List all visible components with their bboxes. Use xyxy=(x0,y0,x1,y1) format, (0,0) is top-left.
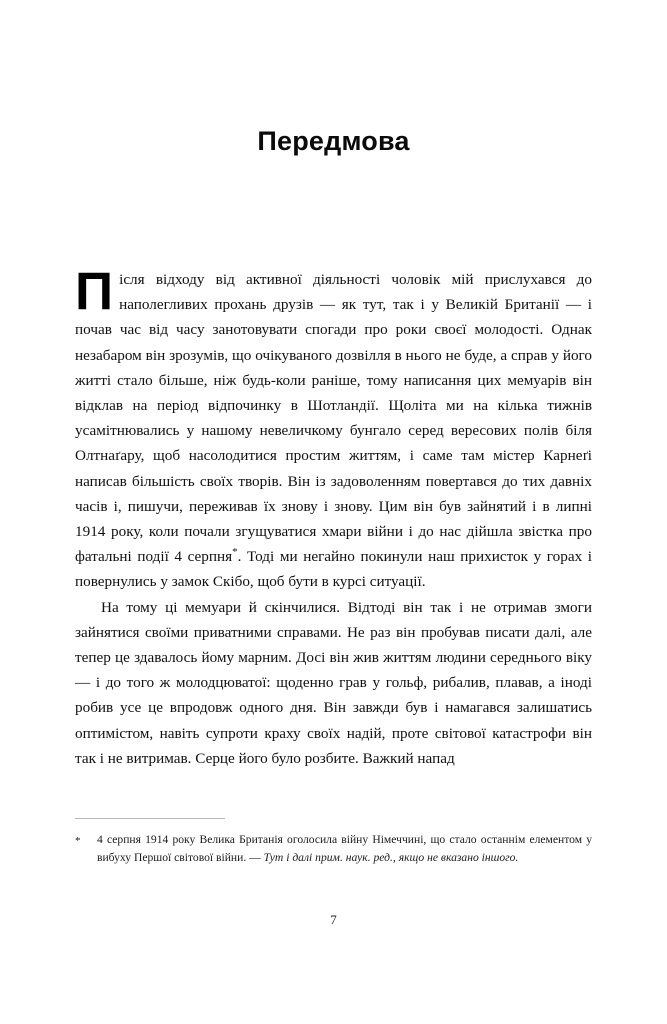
footnote-area xyxy=(75,818,592,866)
footnote-reference[interactable]: * xyxy=(232,546,238,559)
footnote-marker: * xyxy=(75,835,81,847)
footnote xyxy=(75,831,592,866)
paragraph-first-text: відходу від активної діяльності чоловік мій прислухався до наполегливих прохань друзів — як тут, так і у Великій Британії — і почав час від часу занотовувати спогади про роки своєї молодості. Однак незабаром він зрозумів, що очікуваного дозвілля в нього не буде, а справ у його житті стало більше, ніж будь-коли раніше, тому написання цих мемуарів він відклав на період відпочинку в Шотландії. Щоліта ми на кілька тижнів усамітнювались у нашому невеличкому бунгало серед вересових полів біля Олтнаґару, щоб насолодитися простим життям, і саме там містер Карнеґі написав більшість своїх творів. Він із задоволенням повертався до тих давніх часів і, пишучи, переживав їх знову і знову. Цим він був зайнятий і в липні 1914 року, коли почали згущуватися хмари війни і до нас дійшла звістка про фатальні події 4 серпня xyxy=(75,271,592,566)
page-number: 7 xyxy=(330,912,337,927)
footnote-text: 4 серпня 1914 року Велика Британія оголосила війну Німеччині, що стало останнім елементом у вибуху Першої світової війни. — xyxy=(97,833,592,864)
paragraph-first xyxy=(75,262,592,595)
paragraph-second: На тому ці мемуари й скінчилися. Відтоді він так і не отримав змоги зайнятися своїми приватними справами. Не раз він пробував писати далі, але тепер це здавалось йому марним. Досі він жив життям людини середнього віку — і до того ж молодцюватої: щоденно грав у гольф, рибалив, плавав, а іноді робив усе це впродовж одного дня. Він завжди був і намагався залишатись оптимістом, навіть супроти краху своїх надій, проте світової катастрофи він так і не витримав. Серце його було розбите. Важкий напад xyxy=(75,598,592,767)
paragraph-first-lead: ісля xyxy=(119,271,145,288)
page-title: Передмова xyxy=(257,126,410,156)
paragraph-first-text-after: . Тоді ми негайно покинули наш прихисток у горах і повернулись у замок Скібо, щоб бути в курсі ситуації. xyxy=(75,548,592,591)
footnote-divider xyxy=(75,818,225,819)
drop-cap: П xyxy=(75,262,114,321)
body-text xyxy=(75,262,592,771)
footnote-editor-note: Тут і далі прим. наук. ред., якщо не вказано іншого. xyxy=(263,850,519,864)
